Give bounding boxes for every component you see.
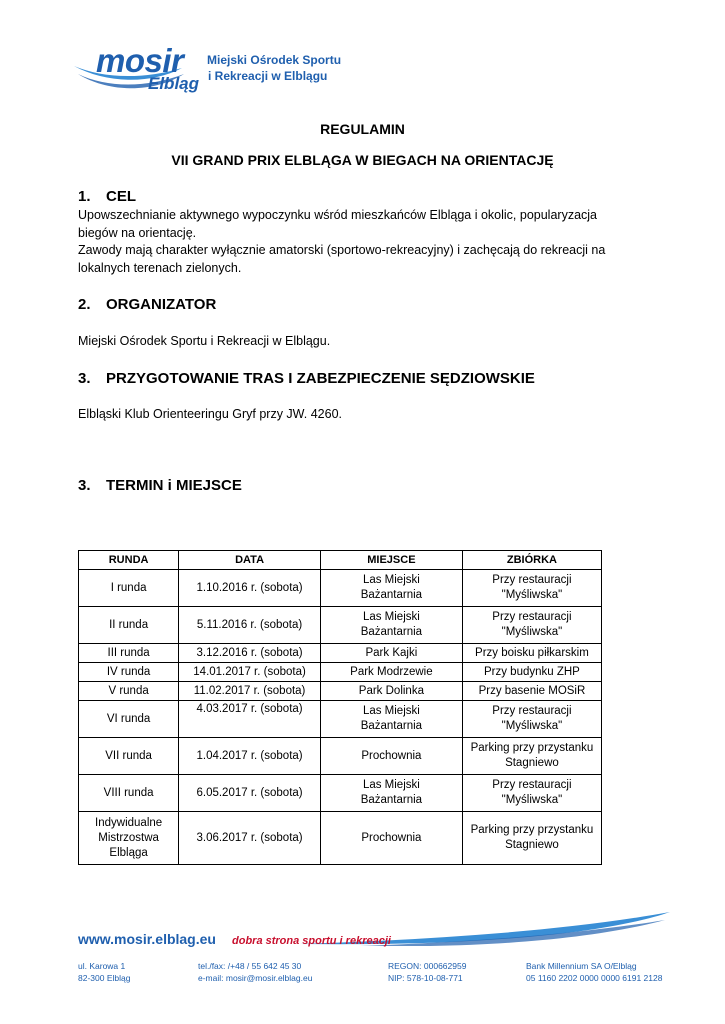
- cell-runda: Indywidualne Mistrzostwa Elbląga: [79, 812, 179, 865]
- cell-runda: II runda: [79, 607, 179, 644]
- cell-runda: VI runda: [79, 701, 179, 738]
- table-row: [79, 775, 602, 812]
- org-line-1: Miejski Ośrodek Sportu: [207, 53, 342, 67]
- section-body-trasy: Elbląski Klub Orienteeringu Gryf przy JW. 4260.: [78, 407, 343, 421]
- document-title: REGULAMIN: [320, 121, 405, 137]
- cell-data: 14.01.2017 r. (sobota): [179, 663, 321, 682]
- cell-miejsce: Prochownia: [320, 812, 462, 865]
- section-heading-organizator: 2. ORGANIZATOR: [78, 296, 217, 313]
- header-miejsce: MIEJSCE: [320, 551, 462, 570]
- header-data: DATA: [179, 551, 321, 570]
- schedule-table: [78, 550, 602, 865]
- table-row: [79, 663, 602, 682]
- cell-zbiorka: Przy restauracji "Myśliwska": [462, 775, 601, 812]
- cell-zbiorka: Przy boisku piłkarskim: [462, 644, 601, 663]
- cell-miejsce: Las Miejski Bażantarnia: [320, 775, 462, 812]
- footer-registry: REGON: 000662959 NIP: 578-10-08-771: [388, 961, 467, 983]
- logo-word: mosir: [96, 42, 184, 79]
- table-row: [79, 812, 602, 865]
- section-heading-trasy: 3. PRZYGOTOWANIE TRAS I ZABEZPIECZENIE SĘDZIOWSKIE: [78, 370, 535, 387]
- table-row: [79, 570, 602, 607]
- section-heading-termin: 3. TERMIN i MIEJSCE: [78, 477, 242, 494]
- cell-runda: IV runda: [79, 663, 179, 682]
- cell-zbiorka: Parking przy przystanku Stagniewo: [462, 738, 601, 775]
- table-header-row: [79, 551, 602, 570]
- cell-data: 3.06.2017 r. (sobota): [179, 812, 321, 865]
- logo-city: Elbląg: [148, 74, 200, 93]
- cell-data: 4.03.2017 r. (sobota): [179, 701, 321, 738]
- cell-runda: V runda: [79, 682, 179, 701]
- footer-bank: Bank Millennium SA O/Elbląg 05 1160 2202 0000 0000 6191 2128: [526, 961, 663, 983]
- header-zbiorka: ZBIÓRKA: [462, 551, 601, 570]
- cell-zbiorka: Przy basenie MOSiR: [462, 682, 601, 701]
- cell-zbiorka: Przy restauracji "Myśliwska": [462, 607, 601, 644]
- table-row: [79, 682, 602, 701]
- cell-data: 1.10.2016 r. (sobota): [179, 570, 321, 607]
- mosir-logo: [72, 44, 202, 102]
- cell-runda: VIII runda: [79, 775, 179, 812]
- cell-runda: I runda: [79, 570, 179, 607]
- header-runda: RUNDA: [79, 551, 179, 570]
- cell-miejsce: Las Miejski Bażantarnia: [320, 701, 462, 738]
- org-line-2: i Rekreacji w Elblągu: [208, 69, 328, 83]
- cell-data: 3.12.2016 r. (sobota): [179, 644, 321, 663]
- organization-name: [207, 52, 341, 84]
- cell-data: 5.11.2016 r. (sobota): [179, 607, 321, 644]
- cell-data: 11.02.2017 r. (sobota): [179, 682, 321, 701]
- cell-zbiorka: Przy restauracji "Myśliwska": [462, 570, 601, 607]
- cell-miejsce: Las Miejski Bażantarnia: [320, 570, 462, 607]
- cell-runda: VII runda: [79, 738, 179, 775]
- section-heading-cel: 1. CEL: [78, 188, 136, 205]
- cell-miejsce: Park Kajki: [320, 644, 462, 663]
- footer-slogan: dobra strona sportu i rekreacji: [232, 935, 391, 947]
- table-row: [79, 644, 602, 663]
- document-subtitle: VII GRAND PRIX ELBLĄGA W BIEGACH NA ORIENTACJĘ: [171, 152, 554, 168]
- footer-contact: tel./fax: /+48 / 55 642 45 30 e-mail: mosir@mosir.elblag.eu: [198, 961, 313, 983]
- cell-zbiorka: Parking przy przystanku Stagniewo: [462, 812, 601, 865]
- cell-miejsce: Park Modrzewie: [320, 663, 462, 682]
- cell-data: 1.04.2017 r. (sobota): [179, 738, 321, 775]
- table-row: [79, 607, 602, 644]
- footer-address: ul. Karowa 1 82-300 Elbląg: [78, 961, 131, 983]
- table-row: [79, 738, 602, 775]
- table-row: [79, 701, 602, 738]
- cell-zbiorka: Przy restauracji "Myśliwska": [462, 701, 601, 738]
- cell-data: 6.05.2017 r. (sobota): [179, 775, 321, 812]
- cell-miejsce: Las Miejski Bażantarnia: [320, 607, 462, 644]
- website-link[interactable]: www.mosir.elblag.eu: [78, 931, 216, 947]
- cell-miejsce: Park Dolinka: [320, 682, 462, 701]
- cell-miejsce: Prochownia: [320, 738, 462, 775]
- section-body-organizator: Miejski Ośrodek Sportu i Rekreacji w Elblągu.: [78, 334, 331, 348]
- cell-zbiorka: Przy budynku ZHP: [462, 663, 601, 682]
- cell-runda: III runda: [79, 644, 179, 663]
- section-body-cel: Upowszechnianie aktywnego wypoczynku wśród mieszkańców Elbląga i okolic, popularyzacja biegów na orientację. Zawody mają charakter wyłącznie amatorski (sportowo-rekreacyjny) i zachęcają do rekreacji na lokalnych terenach zielonych.: [78, 208, 606, 275]
